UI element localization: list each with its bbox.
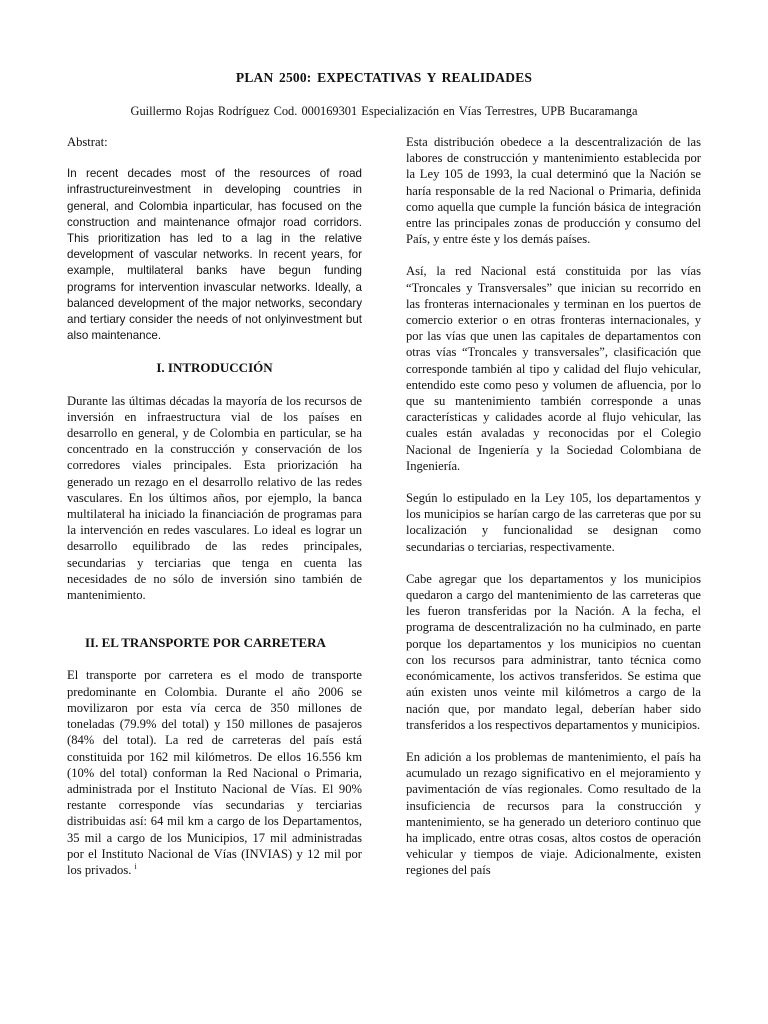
paragraph-ley-105: Según lo estipulado en la Ley 105, los departamentos y los municipios se harían cargo de las carreteras que por su localización y funcionalidad se designan como secundarias o terciarias, respectivamente.: [406, 491, 701, 554]
right-column: [406, 134, 701, 895]
abstract-text: In recent decades most of the resources of road infrastructureinvestment in developing countries in general, and Colombia inparticular, has focused on the construction and maintenance ofmajor road corridors. This prioritization has led to a lag in the relative development of vascular networks. In recent years, for example, multilateral banks have begun funding programs for intervention invascular networks. Ideally, a balanced development of the major networks, secondary and tertiary consider the needs of not onlyinvestment but also maintenance.: [67, 167, 362, 343]
introduccion-paragraph: Durante las últimas décadas la mayoría de los recursos de inversión en infraestructura vial de los países en desarrollo en general, y de Colombia en particular, se ha concentrado en la construcción y conservación de los corredores viales principales. Esta priorización ha generado un rezago en el desarrollo relativo de las redes vasculares. En los últimos años, por ejemplo, la banca multilateral ha iniciado la financiación de programas para la intervención en redes vasculares. Lo ideal es lograr un desarrollo equilibrado de las redes principales, secundarias y terciarias que tenga en cuenta las necesidades de no sólo de inversión sino también de mantenimiento.: [67, 393, 362, 603]
author-line: Guillermo Rojas Rodríguez Cod. 000169301 Especialización en Vías Terrestres, UPB Bucaramanga: [130, 104, 638, 118]
paragraph-distribucion: Esta distribución obedece a la descentralización de las labores de construcción y mantenimiento establecida por la Ley 105 de 1993, la cual determinó que la Nación se haría responsable de la red Nacional o Primaria, definida como aquella que cumple la función básica de integración entre las principales zonas de producción y consumo del País, y entre éste y los demás países.: [406, 135, 701, 247]
paragraph-red-nacional: Así, la red Nacional está constituida por las vías “Troncales y Transversales” que inician su recorrido en las fronteras internacionales y terminan en los puertos de comercio exterior o en otras fronteras internacionales, y por las vías que unen las capitales de departamentos con otras vías “Troncales y transversales”, clasificación que corresponde también al tipo y calidad del flujo vehicular, entendido este como peso y volumen de afluencia, por lo que su mantenimiento también corresponde a unas características y calidades acorde al flujo vehicular, las cuales están avaladas y reconocidas por el Colegio Nacional de Ingeniería y la Sociedad Colombiana de Ingeniería.: [406, 264, 701, 473]
abstract-heading: Abstrat:: [67, 135, 108, 149]
left-column: [67, 134, 362, 894]
section-heading-transporte: II. EL TRANSPORTE POR CARRETERA: [85, 635, 326, 651]
transporte-text: El transporte por carretera es el modo de transporte predominante en Colombia. Durante el año 2006 se movilizaron por esta vía cerca de 350 millones de toneladas (79.9% del total) y 150 millones de pasajeros (84% del total). La red de carreteras del país está constituida por 162 mil kilómetros. De ellos 16.556 km (10% del total) conforman la Red Nacional o Primaria, administrada por el Instituto Nacional de Vías. El 90% restante corresponde vías secundarias y terciarias distribuidas así: 64 mil km a cargo de los Departamentos, 35 mil a cargo de los Municipios, 17 mil administradas por el Instituto Nacional de Vías (INVIAS) y 12 mil por los privados.: [67, 668, 362, 877]
paragraph-mantenimiento: Cabe agregar que los departamentos y los municipios quedaron a cargo del mantenimiento de las carreteras que les fueron transferidas por la Nación. A la fecha, el programa de descentralización no ha culminado, en parte porque los departamentos y los municipios no cuentan con los recursos para administrar, tanto técnica como económicamente, los activos transferidos. Se estima que aún existen unos veinte mil kilómetros a cargo de la nación que, por mandato legal, deberían haber sido transferidos a los respectivos departamentos y municipios.: [406, 571, 701, 732]
abstract-section: [67, 166, 362, 344]
section-heading-introduccion: I. INTRODUCCIÓN: [156, 360, 273, 376]
paper-title: PLAN 2500: EXPECTATIVAS Y REALIDADES: [235, 70, 533, 85]
footnote-marker: i: [134, 861, 137, 871]
transporte-paragraph: [67, 667, 362, 878]
paragraph-rezago: En adición a los problemas de mantenimiento, el país ha acumulado un rezago significativo en el mejoramiento y pavimentación de vías regionales. Como resultado de la insuficiencia de recursos para la construcción y mantenimiento, se ha generado un deterioro continuo que ha implicado, entre otras cosas, altos costos de operación vehicular y tiempos de viaje. Adicionalmente, existen regiones del país: [406, 749, 701, 878]
